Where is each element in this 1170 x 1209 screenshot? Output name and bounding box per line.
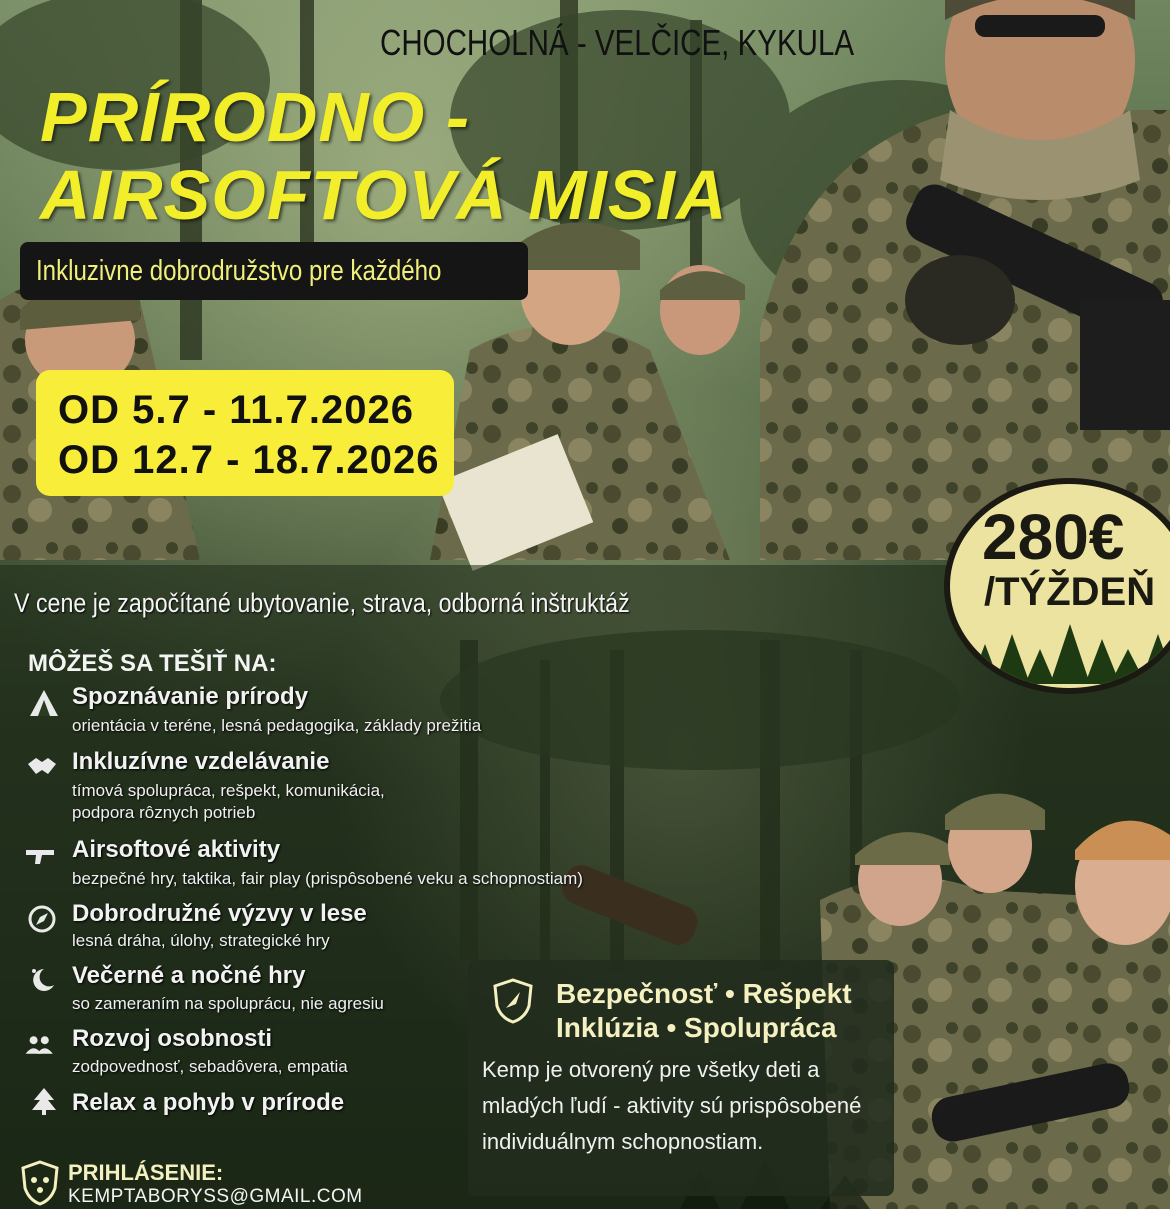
subtitle-text: Inkluzivne dobrodružstvo pre každého (36, 255, 442, 287)
compass-icon (26, 904, 58, 934)
pine-tree-icon (28, 1086, 60, 1116)
feature-desc-5: so zameraním na spoluprácu, nie agresiu (72, 994, 384, 1013)
included-text: V cene je započítané ubytovanie, strava, odborná inštruktáž (14, 588, 630, 618)
price-amount: 280€ (982, 501, 1125, 573)
values-line-1: Bezpečnosť • Rešpekt (556, 978, 852, 1009)
feature-title-6: Rozvoj osobnosti (72, 1025, 272, 1052)
location-text: CHOCHOLNÁ - VELČICE, KYKULA (380, 22, 855, 63)
campfire-tent-icon (28, 688, 60, 718)
title-line-2: AIRSOFTOVÁ MISIA (40, 156, 728, 234)
signup-label: PRIHLÁSENIE: (68, 1160, 224, 1185)
airsoft-gun-icon (24, 840, 56, 870)
signup-email[interactable]: KEMPTABORYSS@GMAIL.COM (68, 1186, 363, 1207)
handshake-icon (26, 752, 58, 782)
feature-title-4: Dobrodružné výzvy v lese (72, 900, 367, 927)
values-line-2: Inklúzia • Spolupráca (556, 1012, 837, 1043)
shield-stars-icon (20, 1160, 60, 1206)
feature-desc-2a: tímová spolupráca, rešpekt, komunikácia, (72, 781, 385, 800)
feature-title-7: Relax a pohyb v prírode (72, 1089, 345, 1116)
feature-desc-1: orientácia v teréne, lesná pedagogika, základy prežitia (72, 716, 482, 735)
feature-title-3: Airsoftové aktivity (72, 836, 281, 863)
feature-title-5: Večerné a nočné hry (72, 962, 306, 989)
date-line-1: OD 5.7 - 11.7.2026 (58, 388, 415, 432)
feature-title-2: Inkluzívne vzdelávanie (72, 748, 330, 775)
date-line-2: OD 12.7 - 18.7.2026 (58, 438, 440, 482)
values-description: Kemp je otvorený pre všetky deti a mladých ľudí - aktivity sú prispôsobené individuálnym schopnostiam. (482, 1057, 862, 1154)
shield-icon (492, 978, 534, 1024)
people-icon (24, 1030, 56, 1060)
title-line-1: PRÍRODNO - (40, 78, 470, 156)
moon-stars-icon (26, 965, 58, 995)
price-unit: /TÝŽDEŇ (984, 570, 1156, 614)
feature-desc-6: zodpovednosť, sebadôvera, empatia (72, 1057, 348, 1076)
feature-desc-3: bezpečné hry, taktika, fair play (prispôsobené veku a schopnostiam) (72, 869, 583, 888)
feature-title-1: Spoznávanie prírody (72, 683, 309, 710)
feature-desc-2b: podpora rôznych potrieb (72, 803, 256, 822)
features-heading: MÔŽEŠ SA TEŠIŤ NA: (28, 650, 277, 677)
feature-desc-4: lesná dráha, úlohy, strategické hry (72, 931, 330, 950)
